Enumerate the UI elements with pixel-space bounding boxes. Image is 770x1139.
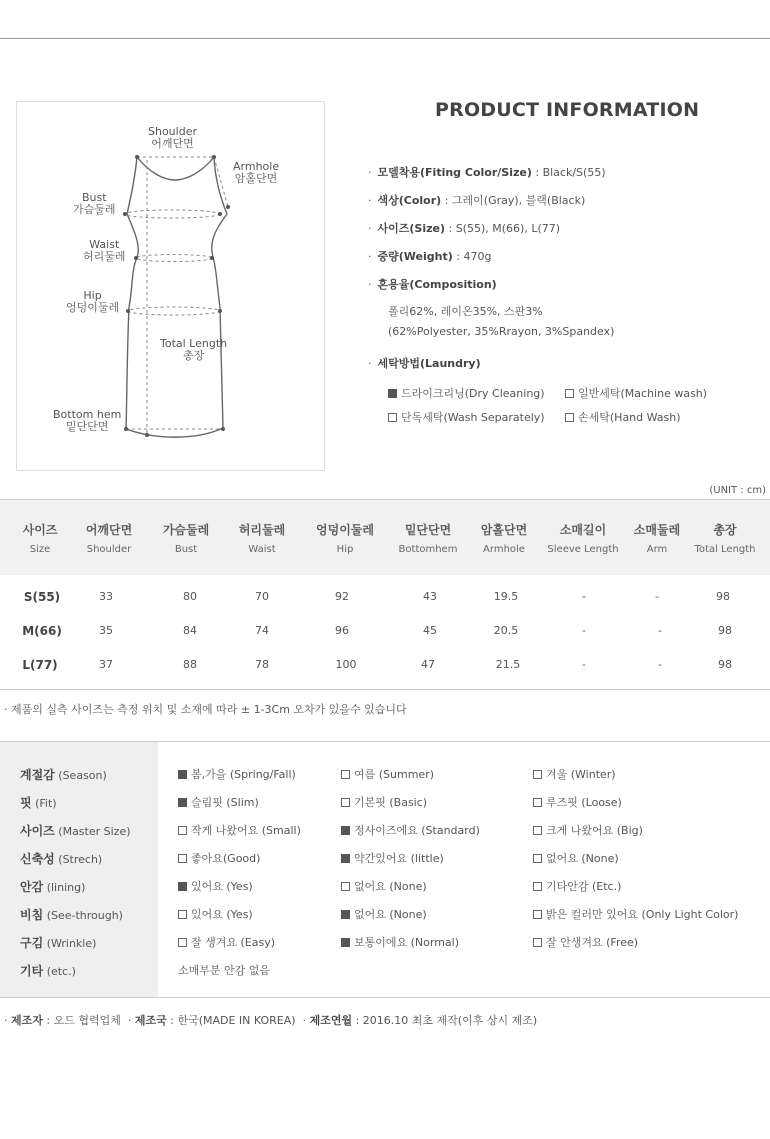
table-cell: 35: [99, 624, 113, 637]
attr-option: 보통이에요 (Normal): [341, 934, 459, 950]
header-arm-kr: 소매둘레: [633, 523, 681, 537]
header-size-en: Size: [29, 544, 51, 555]
table-cell: 37: [99, 658, 113, 671]
checkbox-empty-icon: [178, 910, 187, 919]
table-cell: M(66): [22, 624, 62, 638]
laundry-hand-wash: 손세탁(Hand Wash): [565, 409, 681, 425]
checkbox-empty-icon: [533, 882, 542, 891]
table-cell: S(55): [23, 590, 61, 604]
table-cell: 84: [183, 624, 197, 637]
checkbox-empty-icon: [533, 826, 542, 835]
table-cell: -: [582, 624, 586, 637]
table-cell: -: [658, 658, 662, 671]
composition-kr: 폴리62%, 레이온35%, 스판3%: [388, 305, 543, 318]
checkbox-checked-icon: [341, 826, 350, 835]
table-cell: 43: [423, 590, 437, 603]
size-table-header: [0, 500, 770, 575]
laundry-wash-separately: 단독세탁(Wash Separately): [388, 409, 545, 425]
header-arm-en: Arm: [646, 544, 668, 555]
table-cell: 70: [255, 590, 269, 603]
table-cell: -: [582, 658, 586, 671]
attr-option: 밝은 컬러만 있어요 (Only Light Color): [533, 906, 738, 922]
attr-option: 없어요 (None): [533, 850, 619, 866]
table-cell: 33: [99, 590, 113, 603]
checkbox-empty-icon: [341, 882, 350, 891]
attr-option: 좋아요(Good): [178, 850, 260, 866]
attr-option: 겨울 (Winter): [533, 766, 616, 782]
attr-option: 기타안감 (Etc.): [533, 878, 621, 894]
table-cell: 78: [255, 658, 269, 671]
laundry-dry-cleaning: 드라이크리닝(Dry Cleaning): [388, 385, 545, 401]
attr-option: 정사이즈에요 (Standard): [341, 822, 480, 838]
header-bottomhem-en: Bottomhem: [398, 544, 458, 555]
composition-en: (62%Polyester, 35%Rrayon, 3%Spandex): [388, 325, 615, 338]
checkbox-empty-icon: [533, 798, 542, 807]
attr-wrinkle-label: 구김 (Wrinkle): [20, 936, 97, 950]
attr-option: 여름 (Summer): [341, 766, 434, 782]
hip-label: Hip 엉덩이둘레: [66, 289, 120, 314]
attr-option: 작게 나왔어요 (Small): [178, 822, 301, 838]
attr-etc-text: 소매부분 안감 없음: [178, 964, 271, 977]
table-cell: 45: [423, 624, 437, 637]
size-note: · 제품의 실측 사이즈는 측정 위치 및 소재에 따라 ± 1-3Cm 오차가 있을수 있습니다: [4, 703, 407, 716]
table-cell: 74: [255, 624, 269, 637]
checkbox-checked-icon: [388, 389, 397, 398]
bottom-hem-label: Bottom hem 밑단단면: [53, 408, 122, 433]
attr-see-through-label: 비침 (See-through): [20, 908, 123, 922]
table-cell: 19.5: [493, 590, 519, 603]
table-cell: 100: [335, 658, 357, 671]
table-cell: 98: [718, 624, 732, 637]
attr-lining-label: 안감 (lining): [20, 880, 86, 894]
size-line: · 사이즈(Size) : S(55), M(66), L(77): [368, 222, 561, 235]
product-info-title: PRODUCT INFORMATION: [435, 99, 700, 121]
header-waist-kr: 허리둘레: [238, 523, 286, 537]
attr-option: 루즈핏 (Loose): [533, 794, 622, 810]
table-bottom-divider: [0, 689, 770, 690]
manufacturer-info: · 제조자 : 오드 협력업체 · 제조국 : 한국(MADE IN KOREA) · 제조연월 : 2016.10 최초 제작(이후 상시 제조): [4, 1014, 538, 1027]
checkbox-empty-icon: [533, 854, 542, 863]
table-cell: 80: [183, 590, 197, 603]
attr-etc-label: 기타 (etc.): [20, 964, 76, 978]
table-cell: 98: [716, 590, 730, 603]
total-length-label: Total Length 총장: [160, 337, 228, 362]
checkbox-checked-icon: [178, 770, 187, 779]
table-cell: -: [582, 590, 586, 603]
table-cell: -: [655, 590, 659, 603]
header-shoulder-en: Shoulder: [86, 544, 132, 555]
attr-option: 슬림핏 (Slim): [178, 794, 259, 810]
table-cell: 96: [335, 624, 349, 637]
header-bottomhem-kr: 밑단단면: [404, 523, 452, 537]
composition-line: · 혼용율(Composition): [368, 278, 497, 291]
header-armhole-en: Armhole: [483, 544, 525, 555]
attr-fit-label: 핏 (Fit): [20, 796, 57, 810]
color-line: · 색상(Color) : 그레이(Gray), 블랙(Black): [368, 194, 586, 207]
checkbox-empty-icon: [388, 413, 397, 422]
attr-option: 약간있어요 (little): [341, 850, 444, 866]
table-cell: 21.5: [495, 658, 521, 671]
checkbox-empty-icon: [533, 938, 542, 947]
laundry-line: · 세탁방법(Laundry): [368, 357, 481, 370]
attr-stretch-label: 신축성 (Strech): [20, 852, 103, 866]
checkbox-empty-icon: [533, 770, 542, 779]
armhole-label: Armhole 암홀단면: [233, 160, 280, 185]
shoulder-label: Shoulder 어깨단면: [148, 125, 197, 150]
checkbox-checked-icon: [341, 854, 350, 863]
checkbox-checked-icon: [341, 910, 350, 919]
checkbox-checked-icon: [178, 882, 187, 891]
header-total-kr: 총장: [713, 523, 737, 537]
attr-option: 봄,가을 (Spring/Fall): [178, 766, 296, 782]
table-cell: 98: [718, 658, 732, 671]
attributes-bottom-divider: [0, 997, 770, 998]
attr-master-size-label: 사이즈 (Master Size): [20, 824, 131, 838]
attr-season-label: 계절감 (Season): [20, 768, 107, 782]
table-cell: 88: [183, 658, 197, 671]
checkbox-empty-icon: [565, 413, 574, 422]
attr-option: 잘 생겨요 (Easy): [178, 934, 275, 950]
attr-option: 없어요 (None): [341, 906, 427, 922]
header-sleeve-en: Sleeve Length: [547, 544, 619, 555]
table-cell: 47: [421, 658, 435, 671]
laundry-machine-wash: 일반세탁(Machine wash): [565, 385, 707, 401]
attr-option: 있어요 (Yes): [178, 906, 253, 922]
header-armhole-kr: 암홀단면: [480, 523, 528, 537]
header-bust-kr: 가슴둘레: [162, 523, 210, 537]
header-shoulder-kr: 어깨단면: [85, 523, 133, 537]
header-size-kr: 사이즈: [22, 523, 58, 537]
attr-option: 있어요 (Yes): [178, 878, 253, 894]
checkbox-empty-icon: [178, 826, 187, 835]
measurement-diagram: [16, 101, 325, 471]
header-hip-kr: 엉덩이둘레: [316, 523, 374, 537]
header-sleeve-kr: 소매길이: [559, 523, 607, 537]
table-cell: L(77): [22, 658, 58, 672]
checkbox-empty-icon: [533, 910, 542, 919]
checkbox-empty-icon: [341, 798, 350, 807]
checkbox-empty-icon: [565, 389, 574, 398]
attr-option: 크게 나왔어요 (Big): [533, 822, 643, 838]
header-waist-en: Waist: [248, 544, 276, 555]
waist-label: Waist 허리둘레: [83, 238, 126, 263]
model-fitting-line: · 모델착용(Fiting Color/Size) : Black/S(55): [368, 166, 606, 179]
checkbox-empty-icon: [178, 854, 187, 863]
attr-option: 기본핏 (Basic): [341, 794, 427, 810]
table-cell: 20.5: [493, 624, 519, 637]
table-cell: -: [658, 624, 662, 637]
unit-label: (UNIT : cm): [709, 485, 766, 496]
weight-line: · 중량(Weight) : 470g: [368, 250, 492, 263]
table-cell: 92: [335, 590, 349, 603]
checkbox-empty-icon: [341, 770, 350, 779]
checkbox-empty-icon: [178, 938, 187, 947]
header-total-en: Total Length: [694, 544, 756, 555]
checkbox-checked-icon: [178, 798, 187, 807]
header-bust-en: Bust: [174, 544, 198, 555]
checkbox-checked-icon: [341, 938, 350, 947]
top-divider: [0, 38, 770, 39]
header-hip-en: Hip: [336, 544, 354, 555]
attr-option: 잘 안생겨요 (Free): [533, 934, 638, 950]
bust-label: Bust 가슴둘레: [73, 191, 116, 216]
attr-option: 없어요 (None): [341, 878, 427, 894]
